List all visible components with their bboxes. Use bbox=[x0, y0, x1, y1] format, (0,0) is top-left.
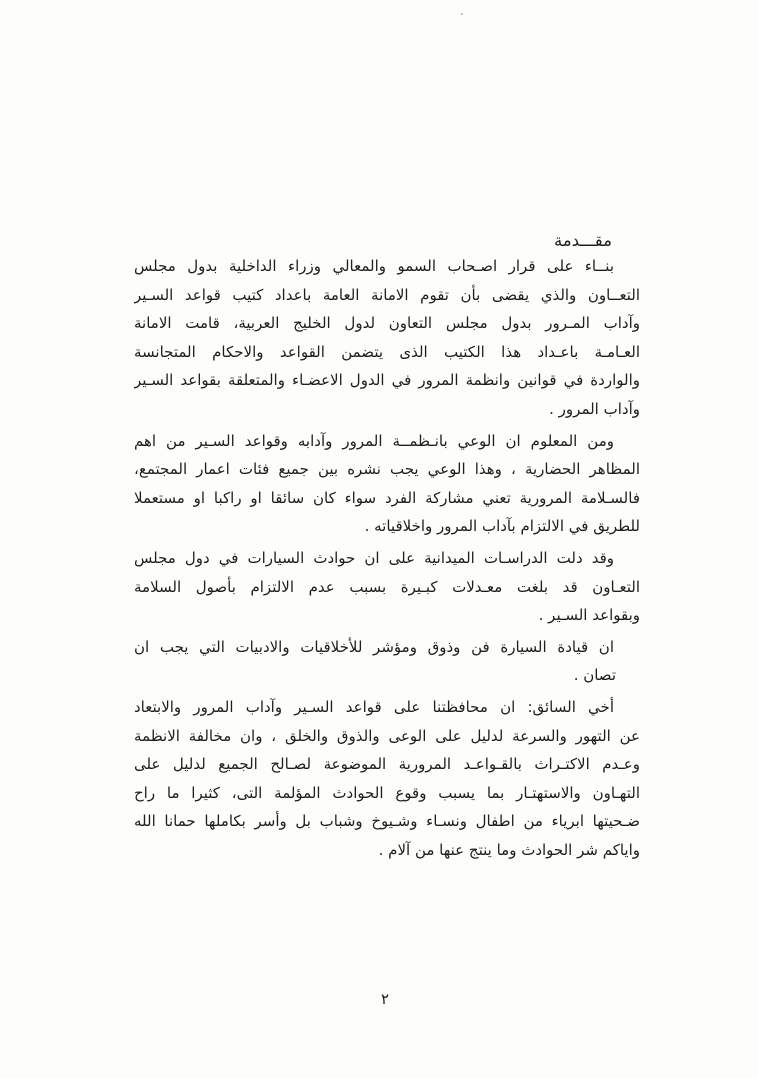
text-line: واياكم شر الحوادث وما ينتج عنها من آلام . bbox=[378, 840, 640, 859]
text-line: ضـحيتها ابرياء من اطفال ونسـاء وشـيوخ وشباب بل وأسر بكاملها حمانا الله bbox=[134, 812, 640, 831]
text-line: عن التهور والسرعة لدليل على الوعى والذوق والخلق ، وان مخالفة الانظمة bbox=[134, 726, 640, 745]
page-title: مقـــدمة bbox=[553, 231, 612, 250]
text-line: ومن المعلوم ان الوعي بانـظمــة المرور وآدابه وقواعد السـير من اهم bbox=[134, 431, 614, 450]
text-line: وآداب المرور . bbox=[549, 399, 640, 418]
paragraph bbox=[134, 544, 640, 630]
text-line: التهـاون والاستهتـار بما يسبب وقوع الحوادث المؤلمة التى، كثيرا ما راح bbox=[134, 783, 640, 802]
text-line: المظاهر الحضارية ، وهذا الوعي يجب نشره بين جميع فئات اعمار المجتمع، bbox=[134, 460, 640, 479]
text-line: التعـاون قد بلغت معـدلات كبـيرة بسبب عدم الالتزام بأصول السلامة bbox=[134, 577, 640, 596]
text-line: والواردة في قوانين وانظمة المرور في الدول الاعضـاء والمتعلقة بقواعد السـير bbox=[134, 371, 640, 390]
text-line: وبقواعد السـير . bbox=[538, 606, 640, 625]
text-line: تصان . bbox=[573, 666, 616, 685]
page-number: ٢ bbox=[380, 990, 390, 1008]
scan-artifact-dot bbox=[461, 13, 463, 15]
text-line: وآداب المـرور بدول مجلس التعاون لدول الخليج العربية، قامت الامانة bbox=[134, 314, 640, 333]
text-line: التعــاون والذي يقضى بأن تقوم الامانة العامة باعداد كتيب قواعد السـير bbox=[134, 285, 640, 304]
text-line: فالسـلامة المرورية تعني مشاركة الفرد سواء كان سائقا او راكبا او مستعملا bbox=[134, 488, 640, 507]
body-text bbox=[134, 252, 640, 867]
paragraph bbox=[134, 633, 640, 690]
text-line: وعـدم الاكتـراث بالقـواعـد المرورية الموضوعة لصـالح الجميع لدليل على bbox=[134, 755, 640, 774]
text-line: وقد دلت الدراسـات الميدانية على ان حوادث السيارات في دول مجلس bbox=[134, 548, 614, 567]
text-line: العـامـة باعـداد هذا الكتيب الذى يتضمن القواعد والاحكام المتجانسة bbox=[134, 342, 640, 361]
paragraph bbox=[134, 252, 640, 424]
text-line: ان قيادة السيارة فن وذوق ومؤشر للأخلاقيات والادبيات التي يجب ان bbox=[134, 637, 614, 656]
paragraph bbox=[134, 427, 640, 541]
text-line: بنــاء على قرار اصـحاب السمو والمعالي وزراء الداخلية بدول مجلس bbox=[134, 257, 614, 275]
text-line: أخي السائق: ان محافظتنا على قواعد السـير وآداب المرور والابتعاد bbox=[134, 697, 614, 716]
paragraph bbox=[134, 693, 640, 865]
text-line: للطريق في الالتزام بآداب المرور واخلاقياته . bbox=[364, 517, 640, 536]
